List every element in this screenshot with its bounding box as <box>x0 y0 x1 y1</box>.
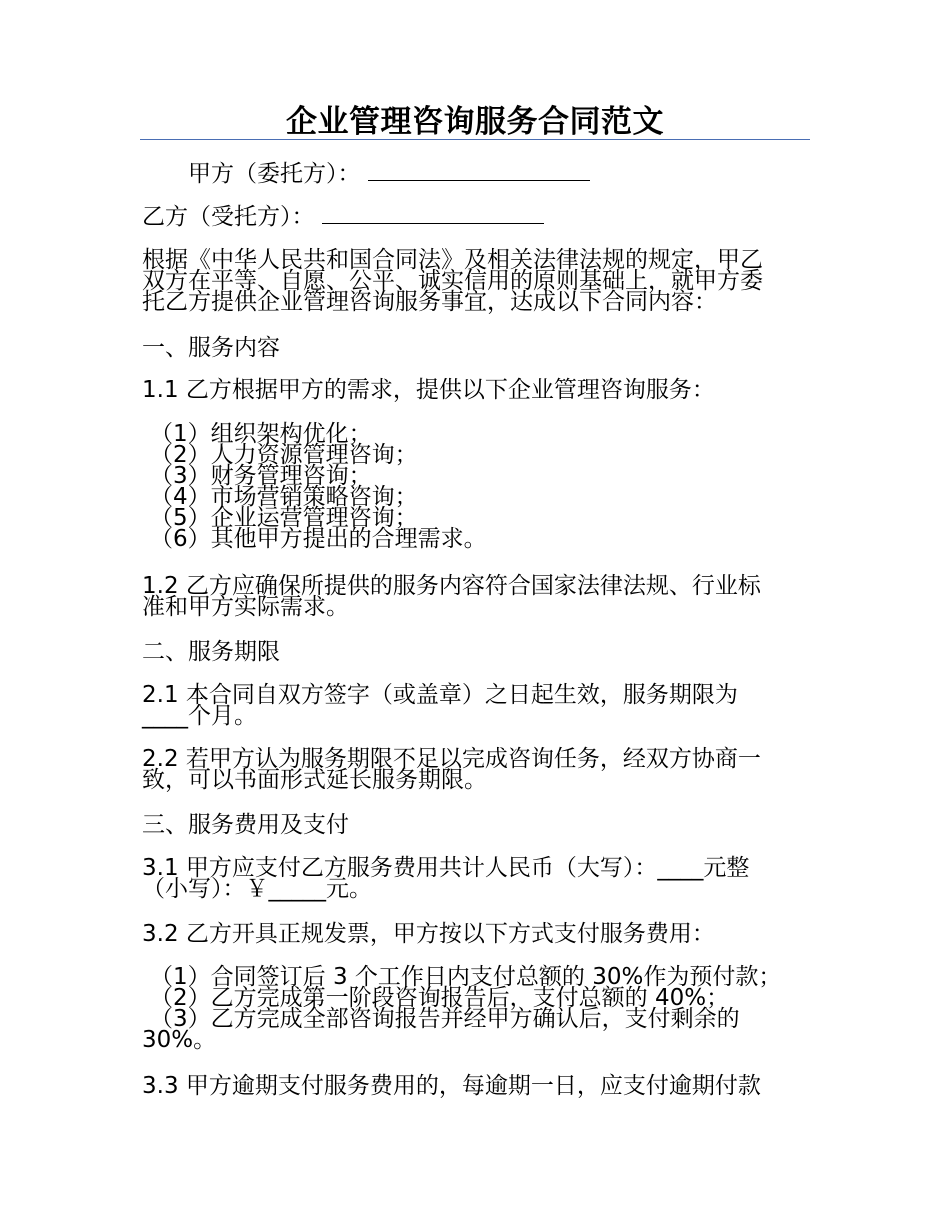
clause-1-2 <box>142 573 810 620</box>
clause-2-2 <box>142 746 810 793</box>
clause-line: 3.1 甲方应支付乙方服务费用共计人民币（大写）：____元整 <box>142 855 750 881</box>
clause-3-2: 3.2 乙方开具正规发票，甲方按以下方式支付服务费用： <box>142 921 715 947</box>
service-item: （1）组织架构优化； <box>150 421 372 447</box>
payment-item: 30%。 <box>142 1027 217 1053</box>
clause-line: 1.2 乙方应确保所提供的服务内容符合国家法律法规、行业标 <box>142 573 761 599</box>
clause-line: 致，可以书面形式延长服务期限。 <box>142 767 487 793</box>
party-b-blank <box>322 203 544 224</box>
party-a-blank <box>368 160 590 181</box>
service-item: （3）财务管理咨询； <box>150 463 372 489</box>
service-item: （4）市场营销策略咨询； <box>150 484 418 510</box>
clause-2-1 <box>142 682 810 729</box>
clause-3-3: 3.3 甲方逾期支付服务费用的，每逾期一日，应支付逾期付款 <box>142 1073 761 1099</box>
clause-line: 2.1 本合同自双方签字（或盖章）之日起生效，服务期限为 <box>142 682 738 708</box>
clause-3-1 <box>142 855 810 902</box>
clause-line: 2.2 若甲方认为服务期限不足以完成咨询任务，经双方协商一 <box>142 746 761 772</box>
preamble-paragraph <box>142 247 810 315</box>
service-item: （6）其他甲方提出的合理需求。 <box>150 526 487 552</box>
preamble-line: 托乙方提供企业管理咨询服务事宜，达成以下合同内容： <box>142 289 717 315</box>
payment-item: （3）乙方完成全部咨询报告并经甲方确认后，支付剩余的 <box>150 1006 740 1032</box>
party-b-label: 乙方（受托方）： <box>142 204 315 230</box>
clause-line: 准和甲方实际需求。 <box>142 594 349 620</box>
document-title: 企业管理咨询服务合同范文 <box>286 104 664 140</box>
payment-item: （1）合同签订后 3 个工作日内支付总额的 30%作为预付款； <box>150 964 782 990</box>
service-item: （2）人力资源管理咨询； <box>150 442 418 468</box>
section-2-heading: 二、服务期限 <box>142 639 280 665</box>
preamble-line: 双方在平等、自愿、公平、诚实信用的原则基础上，就甲方委 <box>142 268 763 294</box>
section-1-heading: 一、服务内容 <box>142 335 280 361</box>
section-3-heading: 三、服务费用及支付 <box>142 812 349 838</box>
payment-items-list <box>140 964 808 1053</box>
clause-line: （小写）：￥_____元。 <box>142 876 372 902</box>
preamble-line: 根据《中华人民共和国合同法》及相关法律法规的规定，甲乙 <box>142 247 763 273</box>
party-b-line <box>142 203 810 231</box>
title-underline <box>140 139 810 140</box>
clause-line: ____个月。 <box>142 703 257 729</box>
party-a-line <box>188 160 856 188</box>
payment-item: （2）乙方完成第一阶段咨询报告后，支付总额的 40%； <box>150 985 730 1011</box>
clause-1-1: 1.1 乙方根据甲方的需求，提供以下企业管理咨询服务： <box>142 377 715 403</box>
service-item: （5）企业运营管理咨询； <box>150 505 418 531</box>
party-a-label: 甲方（委托方）： <box>188 161 361 187</box>
service-items-list <box>140 421 808 552</box>
